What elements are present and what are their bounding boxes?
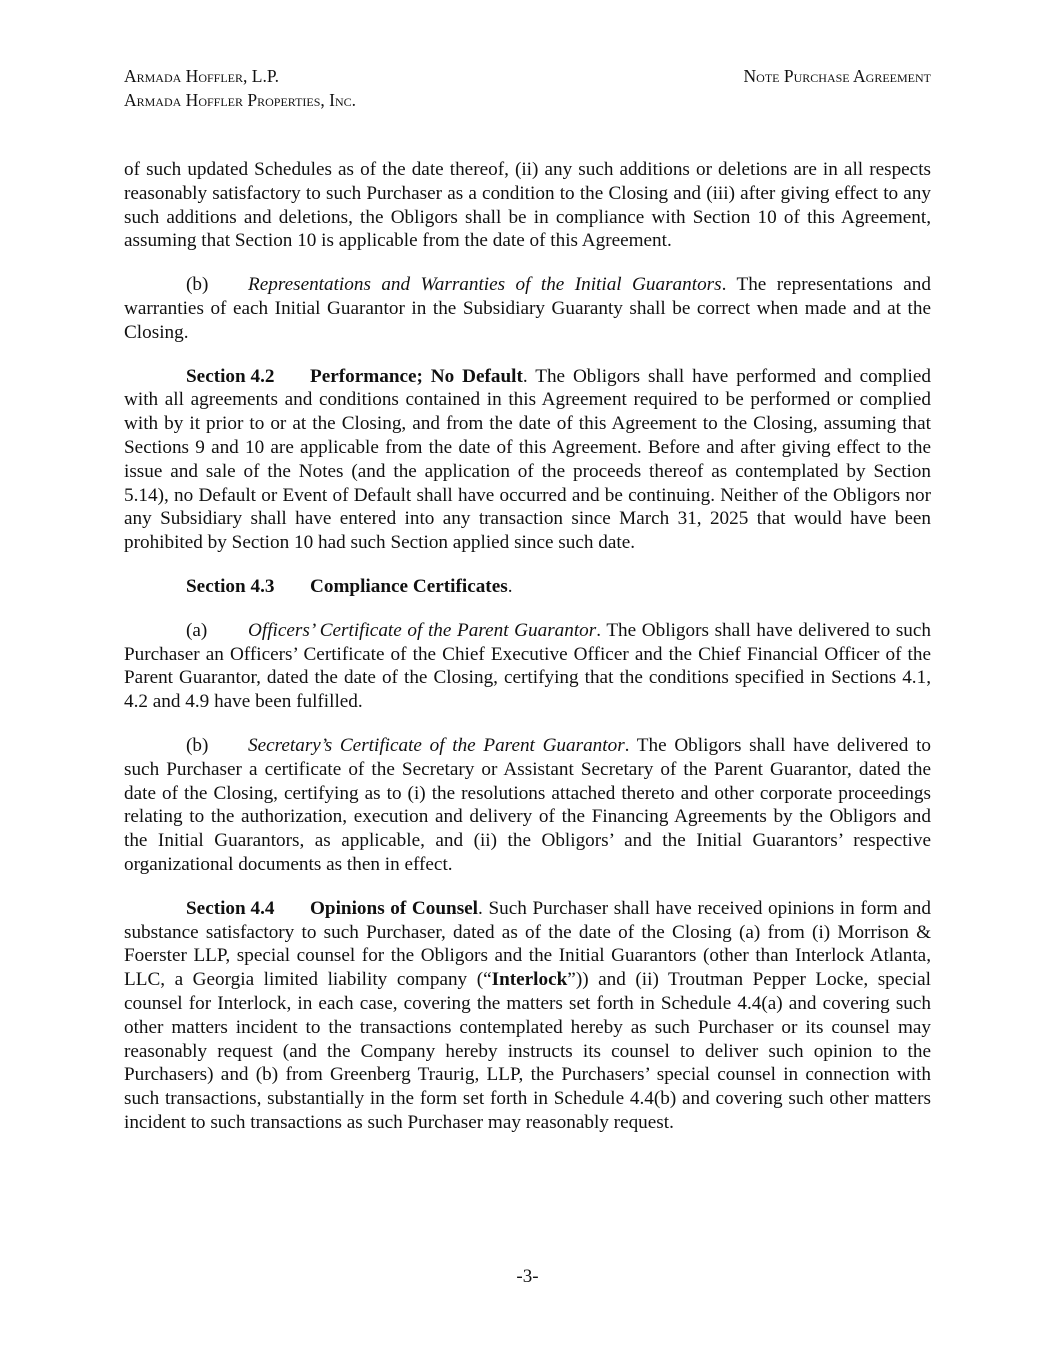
paragraph-4-3-b (124, 734, 931, 877)
page-number: -3- (516, 1266, 539, 1287)
section-text: . The Obligors shall have performed and complied with all agreements and conditions contained in this Agreement required to be performed or complied with by it prior to or at the Closing, and from the date of this Agreement to the Closing, assuming that Sections 9 and 10 are applicable from the date of this Agreement. Before and after giving effect to the issue and sale of the Notes (and the application of the proceeds thereof as contemplated by Section 5.14), no Default or Event of Default shall have occurred and be continuing. Neither of the Obligors nor any Subsidiary shall have entered into any transaction since March 31, 2025 that would have been prohibited by Section 10 had such Section applied since such date. (124, 365, 931, 554)
paragraph-label: (b) (186, 734, 209, 756)
paragraph-text: . The Obligors shall have delivered to such Purchaser a certificate of the Secretary or Assistant Secretary of the Parent Guarantor, dated the date of the Closing, certifying as to (i) the resolutions attached thereto and other corporate proceedings relating to the authorization, execution and delivery of the Financing Agreements by the Obligors and the Initial Guarantors, as applicable, and (ii) the Obligors’ and the Initial Guarantors’ respective organizational documents as then in effect. (124, 734, 932, 875)
section-text-continued: ”)) and (ii) Troutman Pepper Locke, special counsel for Interlock, in each case, covering the matters set forth in Schedule 4.4(a) and covering such other matters incident to the transactions contemplated hereby as such Purchaser or its counsel may reasonably request (and the Company hereby instructs its counsel to deliver such opinion to the Purchasers) and (b) from Greenberg Traurig, LLP, the Purchasers’ special counsel in connection with such transactions, substantially in the form set forth in Schedule 4.4(b) and covering such other matters incident to such transactions as such Purchaser may reasonably request. (124, 969, 931, 1133)
document-body (124, 158, 931, 1155)
header-company-inc: Armada Hoffler Properties, Inc. (124, 90, 357, 110)
section-number: Section 4.4 (186, 897, 275, 919)
section-heading: Compliance Certificates (310, 575, 508, 597)
section-4-4 (124, 897, 931, 1135)
paragraph-label: (a) (186, 619, 208, 641)
paragraph-text: . The Obligors shall have delivered to such Purchaser an Officers’ Certificate of the Chief Executive Officer and the Chief Financial Officer of the Parent Guarantor, dated the date of the Closing, certifying that the conditions specified in Sections 4.1, 4.2 and 4.9 have been fulfilled. (124, 619, 932, 713)
paragraph-4-1-b (124, 273, 931, 344)
section-number: Section 4.3 (186, 575, 275, 597)
section-4-3 (124, 575, 931, 599)
paragraph-text: of such updated Schedules as of the date thereof, (ii) any such additions or deletions are in all respects reasonably satisfactory to such Purchaser as a condition to the Closing and (iii) after giving effect to any such additions and deletions, the Obligors shall be in compliance with Section 10 of this Agreement, assuming that Section 10 is applicable from the date of this Agreement. (124, 159, 931, 252)
paragraph-heading: Secretary’s Certificate of the Parent Guarantor (248, 734, 625, 756)
paragraph-text: . The representations and warranties of each Initial Guarantor in the Subsidiary Guaranty shall be correct when made and at the Closing. (124, 274, 931, 343)
header-document-title: Note Purchase Agreement (743, 66, 931, 86)
section-4-2 (124, 365, 931, 555)
section-heading: Opinions of Counsel (310, 897, 479, 919)
paragraph-heading: Officers’ Certificate of the Parent Guarantor (248, 619, 597, 641)
paragraph-heading: Representations and Warranties of the Initial Guarantors (248, 274, 722, 296)
paragraph-continuation (124, 158, 931, 253)
section-heading: Performance; No Default (310, 365, 523, 387)
header-left (124, 64, 356, 112)
defined-term: Interlock (491, 969, 568, 991)
section-text: . Such Purchaser shall have received opinions in form and substance satisfactory to such Purchaser, dated as of the date of the Closing (a) from (i) Morrison & Foerster LLP, special counsel for the Obligors and the Initial Guarantors (other than Interlock Atlanta, LLC, a Georgia limited liability company (“ (124, 897, 931, 991)
paragraph-4-3-a (124, 619, 931, 714)
section-text: . (507, 575, 513, 597)
section-number: Section 4.2 (186, 365, 275, 387)
header-company-lp: Armada Hoffler, L.P. (124, 66, 279, 86)
paragraph-label: (b) (186, 274, 209, 296)
